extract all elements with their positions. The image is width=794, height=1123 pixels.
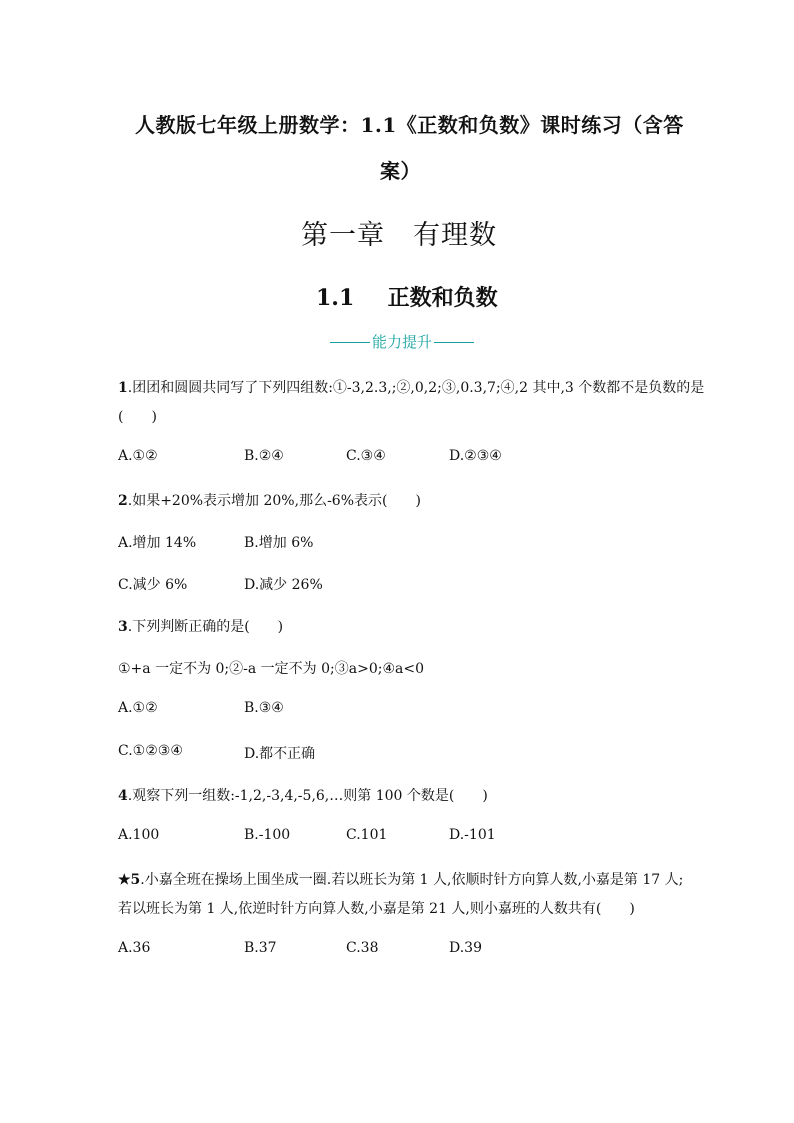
option-b: B.③④: [244, 700, 284, 716]
question-2-stem: [118, 490, 421, 510]
option-a: A.100: [118, 827, 160, 843]
option-a: A.36: [118, 940, 151, 956]
section-heading: [316, 281, 498, 312]
option-a: A.①②: [118, 700, 158, 716]
option-c: C.①②③④: [118, 743, 183, 759]
question-text: .如果+20%表示增加 20%,那么-6%表示( ): [127, 493, 421, 509]
question-text: .观察下列一组数:-1,2,-3,4,-5,6,…则第 100 个数是( ): [127, 788, 488, 804]
document-title-line-1: 人教版七年级上册数学：1.1《正数和负数》课时练习（含答: [135, 113, 684, 137]
chapter-heading: 第一章 有理数: [301, 220, 497, 251]
question-3-stem: [118, 616, 283, 636]
question-number: 2: [118, 493, 128, 509]
option-b: B.37: [244, 940, 277, 956]
question-1-answer-blank: ( ): [118, 409, 157, 425]
option-c: C.38: [346, 940, 379, 956]
option-d: D.减少 26%: [244, 577, 323, 593]
question-4-stem: [118, 785, 488, 805]
question-5-stem: [118, 869, 683, 889]
option-c: C.减少 6%: [118, 577, 188, 593]
option-a: A.增加 14%: [118, 535, 197, 551]
option-d: D.-101: [449, 827, 496, 843]
question-text: .团团和圆圆共同写了下列四组数:①-3,2.3,;②,0,2;③,0.3,7;④,2 其中,3 个数都不是负数的是: [127, 380, 705, 396]
question-5-stem-continued: 若以班长为第 1 人,依逆时针方向算人数,小嘉是第 21 人,则小嘉班的人数共有( ): [118, 901, 635, 917]
question-text: .下列判断正确的是( ): [127, 619, 284, 635]
option-d: D.都不正确: [244, 746, 316, 762]
band-right-rule: [434, 342, 474, 343]
question-1-stem: [118, 377, 704, 397]
option-c: C.③④: [346, 448, 386, 464]
option-a: A.①②: [118, 448, 158, 464]
question-number: 4: [118, 788, 128, 804]
question-3-statements: ①+a 一定不为 0;②-a 一定不为 0;③a>0;④a<0: [118, 661, 424, 677]
section-title: 正数和负数: [387, 286, 498, 311]
question-number: 3: [118, 619, 128, 635]
option-b: B.增加 6%: [244, 535, 314, 551]
option-b: B.②④: [244, 448, 284, 464]
document-title-line-2: 案）: [380, 159, 421, 183]
ability-band: [328, 331, 476, 352]
question-number: ★5: [118, 872, 141, 888]
option-b: B.-100: [244, 827, 291, 843]
option-d: D.39: [449, 940, 482, 956]
question-text: .小嘉全班在操场上围坐成一圈.若以班长为第 1 人,依顺时针方向算人数,小嘉是第 17 人;: [140, 872, 684, 888]
option-d: D.②③④: [449, 448, 502, 464]
band-label: 能力提升: [372, 333, 433, 351]
option-c: C.101: [346, 827, 388, 843]
band-left-rule: [330, 342, 370, 343]
question-number: 1: [118, 380, 128, 396]
section-number: 1.1: [316, 285, 355, 311]
